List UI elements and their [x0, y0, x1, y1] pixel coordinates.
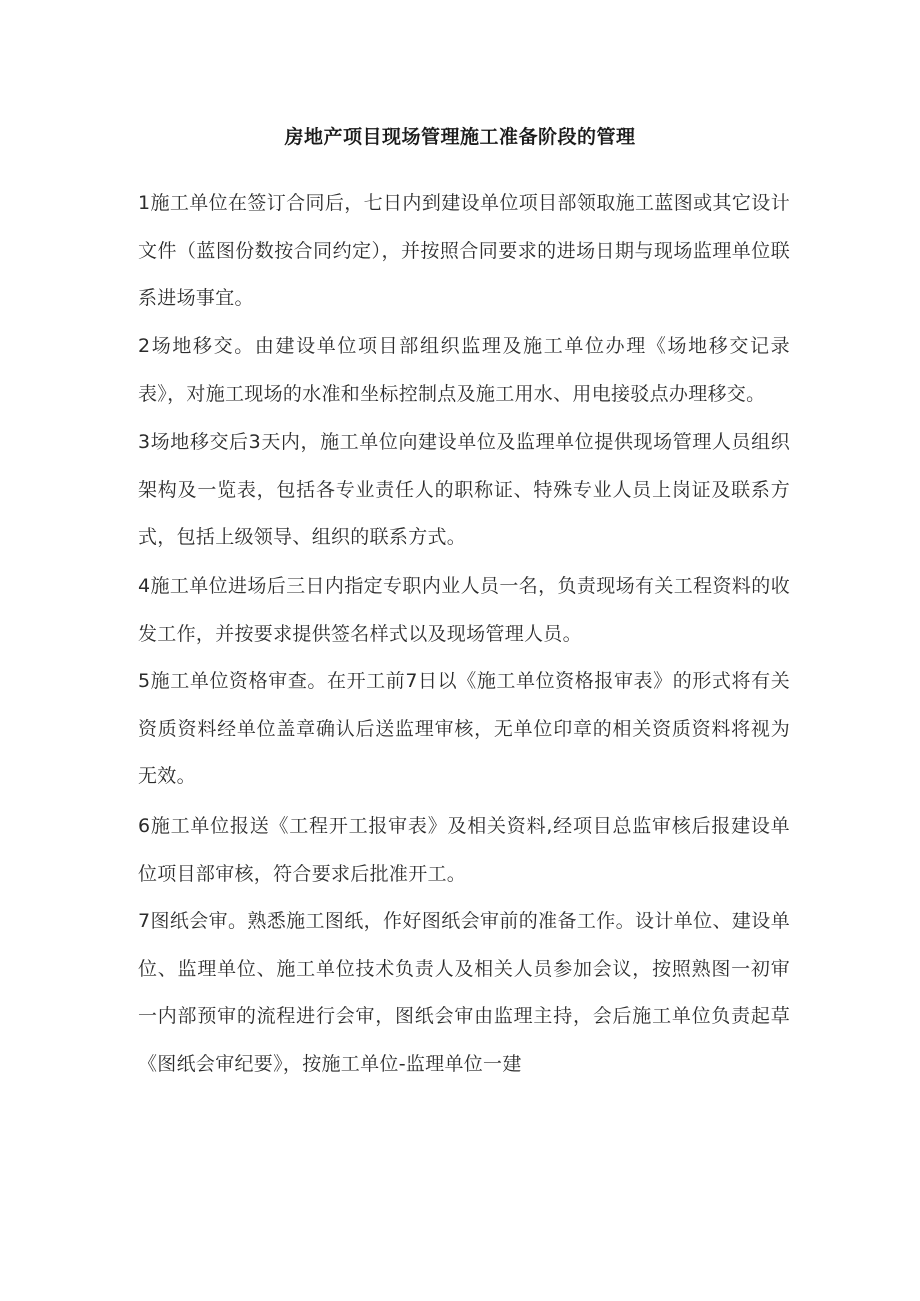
paragraph-1: 1施工单位在签订合同后，七日内到建设单位项目部领取施工蓝图或其它设计文件（蓝图份数按合同约定），并按照合同要求的进场日期与现场监理单位联系进场事宜。	[138, 192, 790, 309]
paragraph-5: 5施工单位资格审查。在开工前7日以《施工单位资格报审表》的形式将有关资质资料经单位盖章确认后送监理审核，无单位印章的相关资质资料将视为无效。	[138, 670, 790, 787]
document-title: 房地产项目现场管理施工准备阶段的管理	[284, 126, 636, 148]
paragraph-4: 4施工单位进场后三日内指定专职内业人员一名，负责现场有关工程资料的收发工作，并按要求提供签名样式以及现场管理人员。	[138, 575, 790, 645]
paragraph-2: 2场地移交。由建设单位项目部组织监理及施工单位办理《场地移交记录表》，对施工现场的水准和坐标控制点及施工用水、用电接驳点办理移交。	[138, 335, 790, 405]
paragraph-6: 6施工单位报送《工程开工报审表》及相关资料,经项目总监审核后报建设单位项目部审核，符合要求后批准开工。	[138, 815, 790, 885]
paragraph-7: 7图纸会审。熟悉施工图纸，作好图纸会审前的准备工作。设计单位、建设单位、监理单位、施工单位技术负责人及相关人员参加会议，按照熟图一初审一内部预审的流程进行会审，图纸会审由监理主持，会后施工单位负责起草《图纸会审纪要》，按施工单位-监理单位一建	[138, 910, 790, 1075]
paragraph-3: 3场地移交后3天内，施工单位向建设单位及监理单位提供现场管理人员组织架构及一览表，包括各专业责任人的职称证、特殊专业人员上岗证及联系方式，包括上级领导、组织的联系方式。	[138, 431, 790, 548]
